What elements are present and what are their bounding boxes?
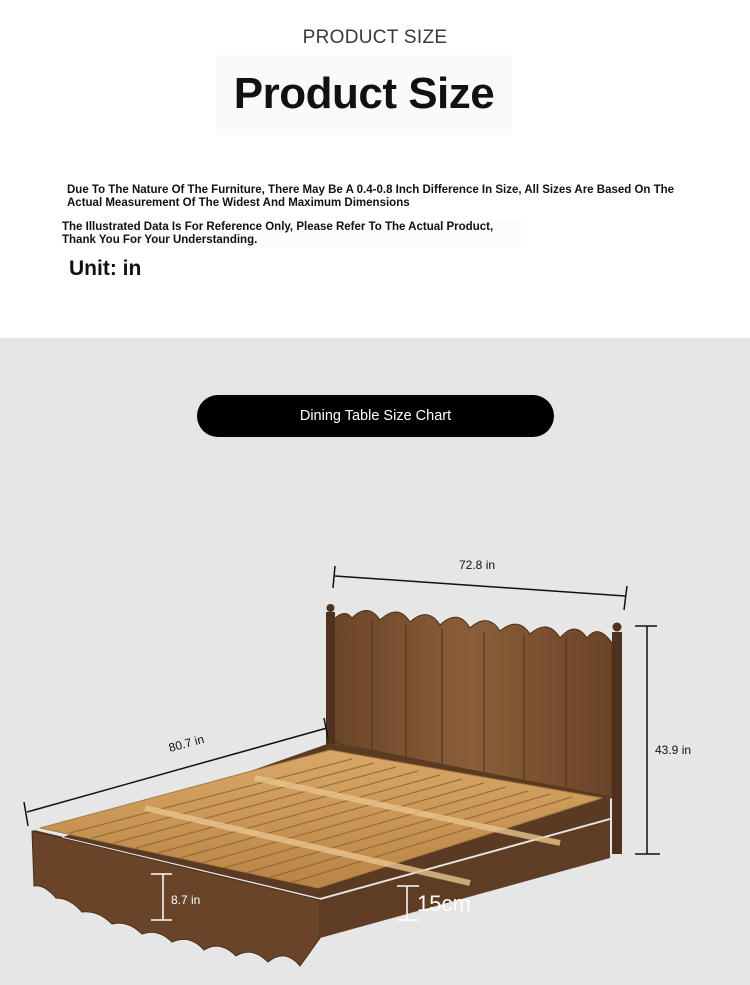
width-dimension [333,558,627,610]
measurement-note: Due To The Nature Of The Furniture, There May Be A 0.4-0.8 Inch Difference In Size, All Sizes Are Based On The Actual Measurement Of The Widest And Maximum Dimensions [67,184,675,209]
header-section [0,0,750,338]
height-dimension [635,626,691,854]
unit-label: Unit: in [69,257,142,280]
section-eyebrow: PRODUCT SIZE [302,27,448,48]
length-label: 80.7 in [167,732,206,755]
title-box [216,55,512,135]
clearance-label: 15cm [417,891,471,916]
size-chart-pill: Dining Table Size Chart [197,395,554,437]
width-label: 72.8 in [459,558,496,572]
reference-note: The Illustrated Data Is For Reference Only, Please Refer To The Actual Product, Thank You For Your Understanding. [62,221,522,247]
height-label: 43.9 in [655,743,692,757]
bed-illustration [0,338,750,985]
frame-height-label: 8.7 in [171,893,201,907]
size-chart-section [0,338,750,985]
page-title: Product Size [233,69,495,118]
